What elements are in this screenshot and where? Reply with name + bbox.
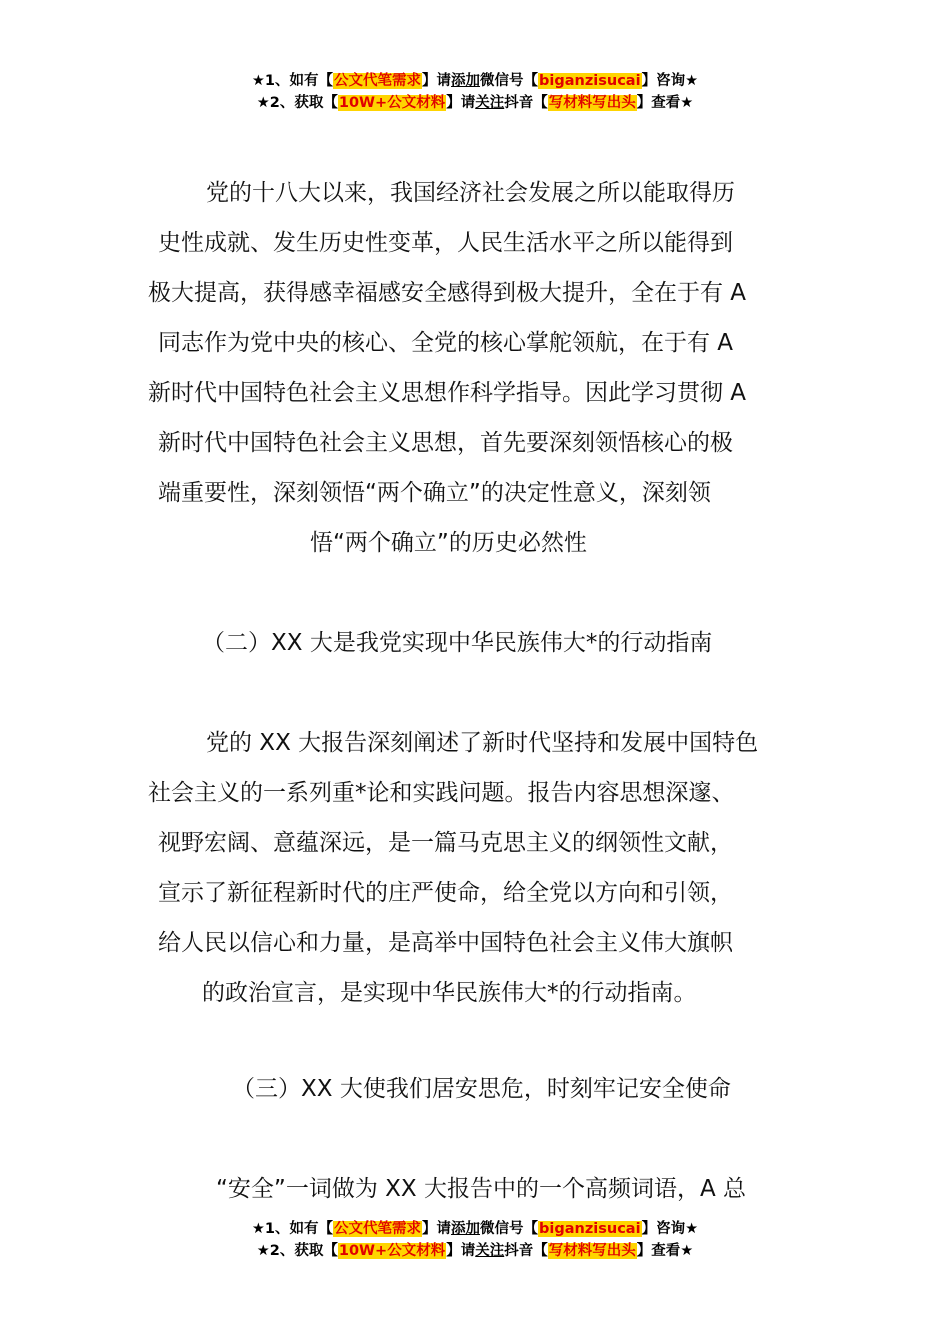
text-line: 新时代中国特色社会主义思想，首先要深刻领悟核心的极 (158, 430, 733, 456)
text-line: 史性成就、发生历史性变革，人民生活水平之所以能得到 (158, 230, 733, 256)
text-line: 党的 XX 大报告深刻阐述了新时代坚持和发展中国特色 (206, 730, 759, 756)
banner-line-2: ★2、获取【10W+公文材料】请关注抖音【写材料写出头】查看★ (256, 95, 694, 111)
banner-wechat-id: biganzisucai (539, 73, 641, 89)
section-heading-3: （三）XX 大使我们居安思危，时刻牢记安全使命 (232, 1076, 731, 1102)
text-line: 党的十八大以来，我国经济社会发展之所以能取得历 (206, 180, 735, 206)
banner-highlight: 公文代笔需求 (334, 73, 422, 89)
banner-wechat-id: biganzisucai (539, 1221, 641, 1237)
text-line: 新时代中国特色社会主义思想作科学指导。因此学习贯彻 A (148, 380, 747, 406)
text-line: “安全”一词做为 XX 大报告中的一个高频词语，A 总 (216, 1176, 747, 1202)
text-line: 宣示了新征程新时代的庄严使命，给全党以方向和引领， (158, 880, 733, 906)
banner-highlight: 10W+公文材料 (338, 95, 446, 111)
banner-line-2: ★2、获取【10W+公文材料】请关注抖音【写材料写出头】查看★ (256, 1243, 694, 1259)
text-line: 端重要性，深刻领悟“两个确立”的决定性意义，深刻领 (158, 480, 711, 506)
banner-highlight: 10W+公文材料 (338, 1243, 446, 1259)
banner-line-1: ★1、如有【公文代笔需求】请添加微信号【biganzisucai】咨询★ (251, 73, 699, 89)
section-heading-2: （二）XX 大是我党实现中华民族伟大*的行动指南 (202, 630, 713, 656)
paragraph-3 (148, 1164, 746, 1214)
banner-line-1: ★1、如有【公文代笔需求】请添加微信号【biganzisucai】咨询★ (251, 1221, 699, 1237)
text-line: 给人民以信心和力量，是高举中国特色社会主义伟大旗帜 (158, 930, 733, 956)
text-line: 同志作为党中央的核心、全党的核心掌舵领航，在于有 A (158, 330, 734, 356)
banner-douyin-id: 写材料写出头 (548, 1243, 636, 1259)
text-line: 悟“两个确立”的历史必然性 (310, 530, 587, 556)
paragraph-1 (148, 168, 746, 568)
text-line: 社会主义的一系列重*论和实践问题。报告内容思想深邃、 (148, 780, 735, 806)
text-line: 极大提高，获得感幸福感安全感得到极大提升，全在于有 A (148, 280, 747, 306)
bottom-banner (0, 1218, 950, 1262)
banner-highlight: 公文代笔需求 (334, 1221, 422, 1237)
paragraph-2 (148, 718, 758, 1018)
top-banner (0, 70, 950, 114)
text-line: 视野宏阔、意蕴深远，是一篇马克思主义的纲领性文献， (158, 830, 733, 856)
banner-douyin-id: 写材料写出头 (548, 95, 636, 111)
text-line: 的政治宣言，是实现中华民族伟大*的行动指南。 (202, 980, 697, 1006)
